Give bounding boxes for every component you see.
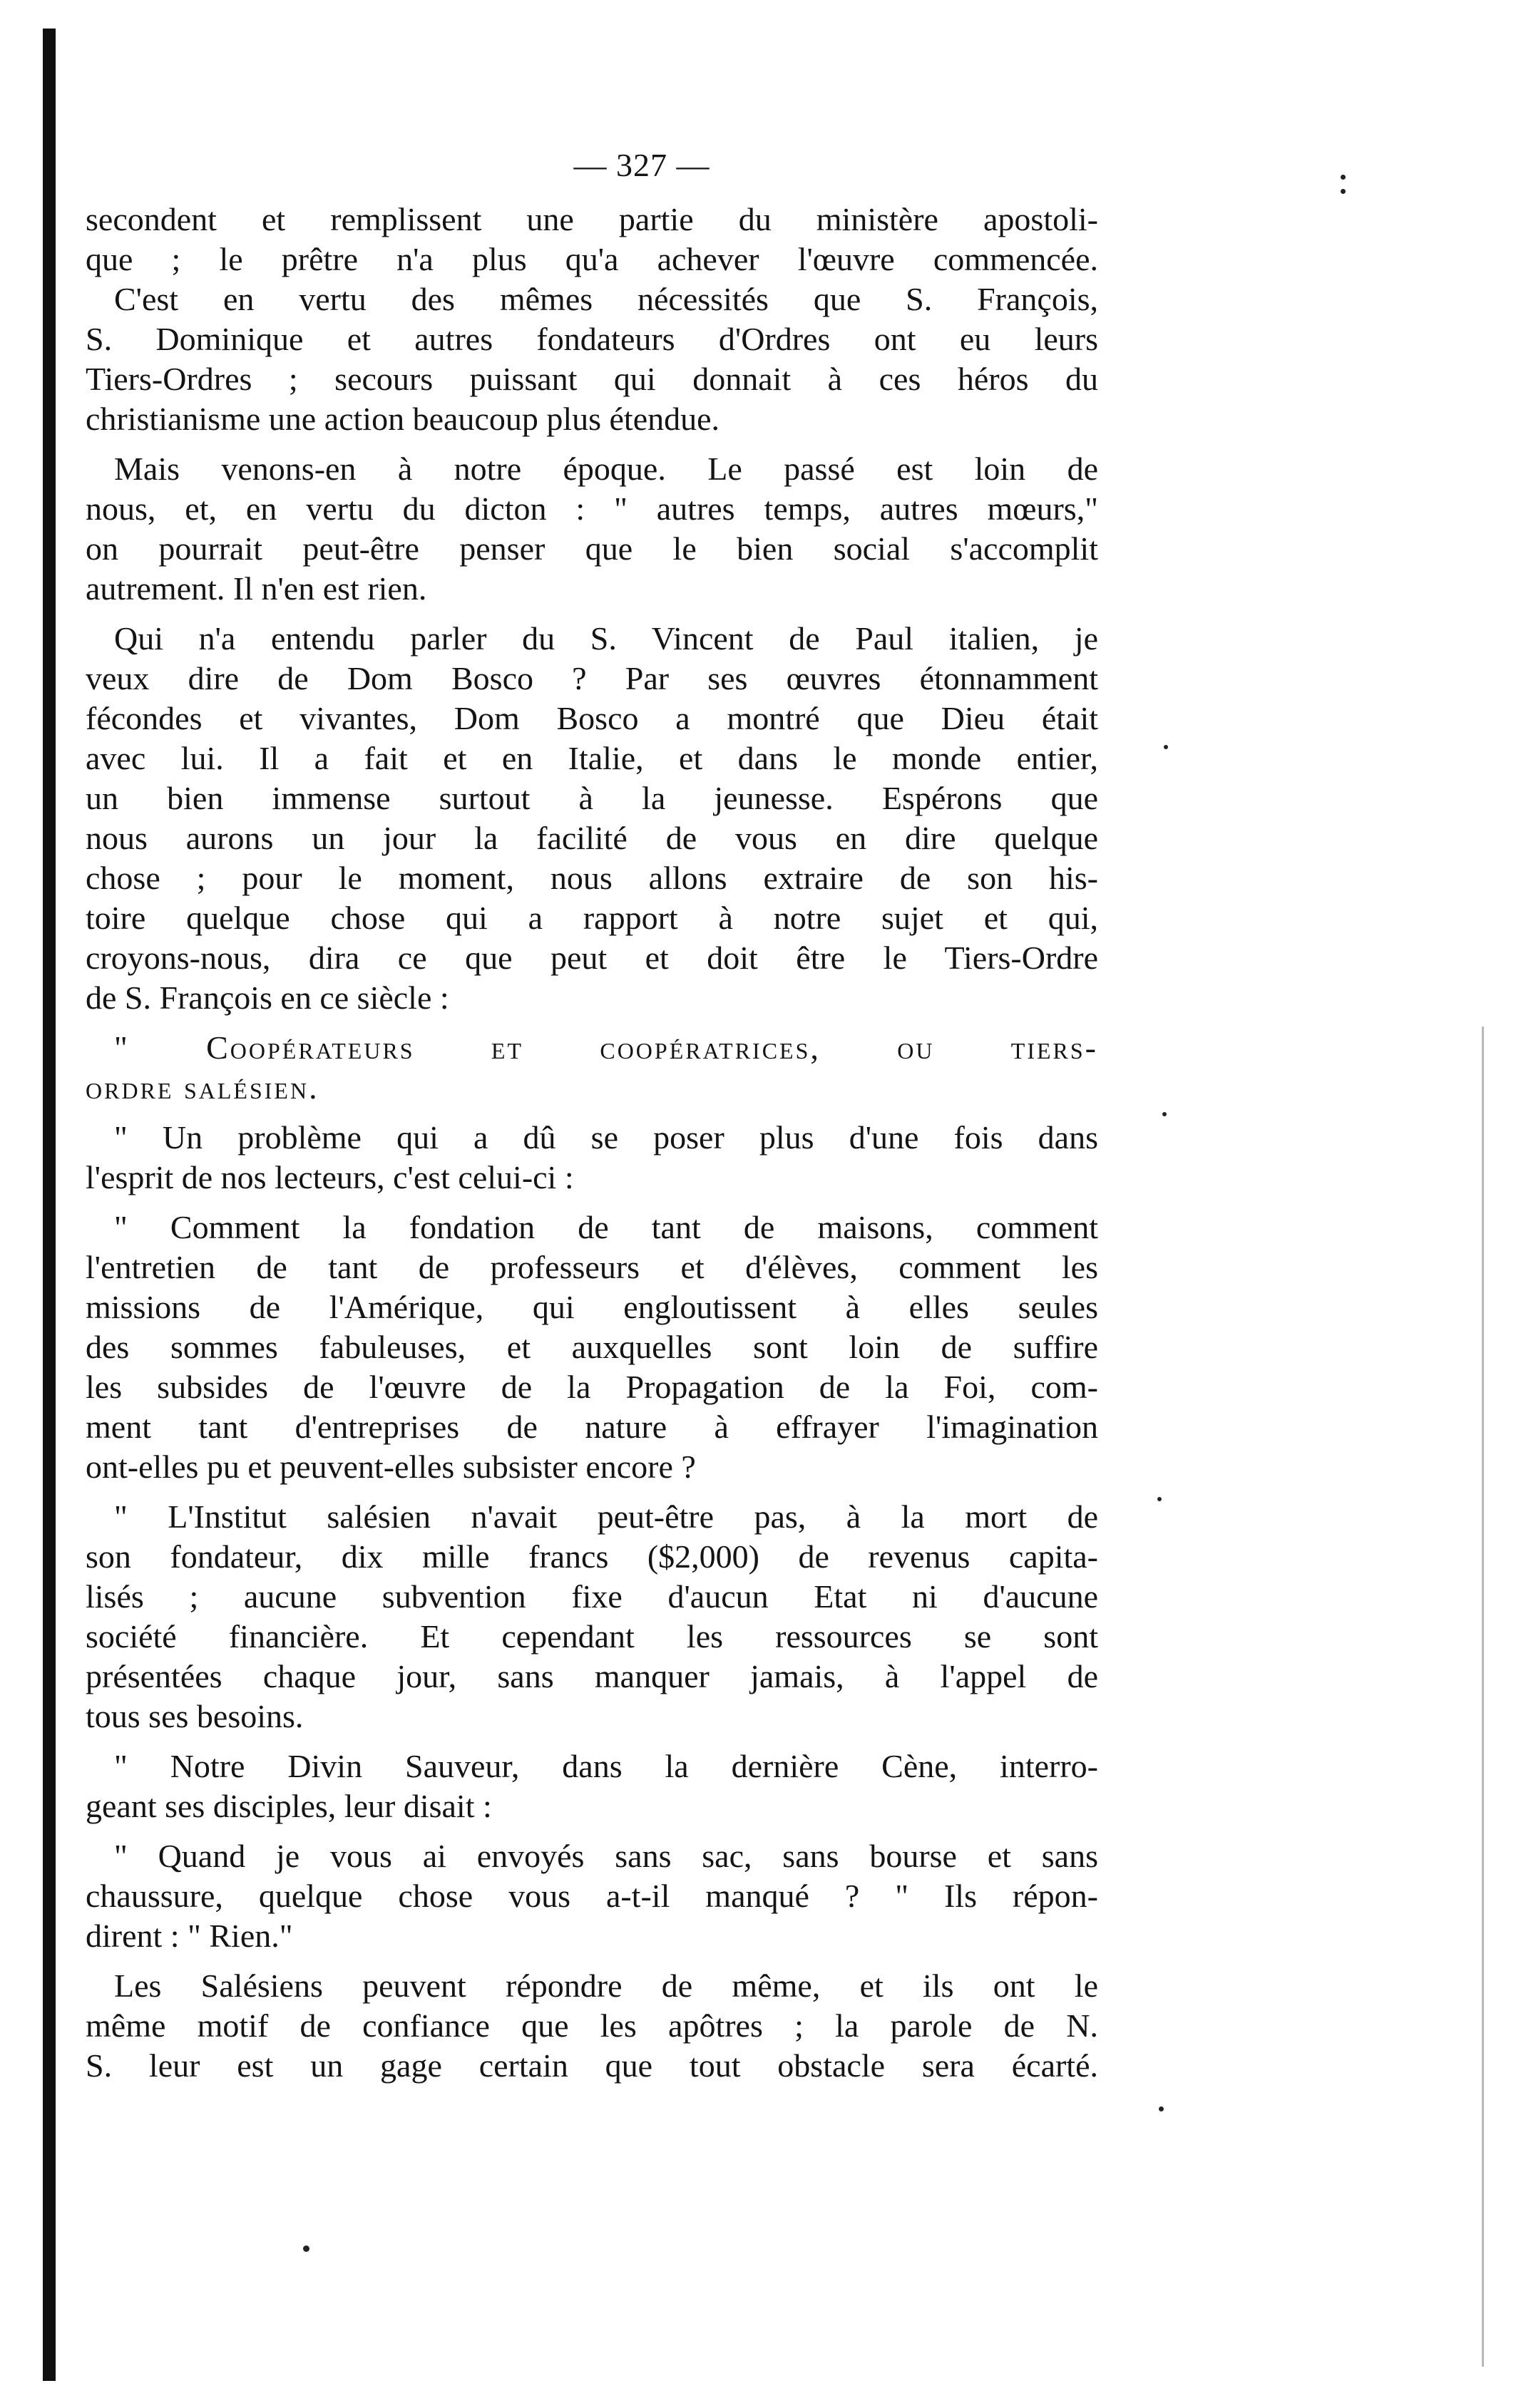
text-line: nous aurons un jour la facilité de vous en dire quelque (86, 820, 1098, 856)
text-line: C'est en vertu des mêmes nécessités que S. François, (114, 281, 1098, 317)
text-line: geant ses disciples, leur disait : (86, 1788, 492, 1824)
text-line: " Coopérateurs et coopératrices, ou tiers- (114, 1029, 1098, 1066)
text-line: " Comment la fondation de tant de maisons, comment (114, 1209, 1098, 1245)
text-line: chose ; pour le moment, nous allons extraire de son his- (86, 860, 1098, 896)
text-line: présentées chaque jour, sans manquer jamais, à l'appel de (86, 1658, 1098, 1694)
margin-rule (1482, 1027, 1484, 2367)
text-line: ment tant d'entreprises de nature à effrayer l'imagination (86, 1409, 1098, 1445)
scan-speck (1164, 745, 1168, 749)
text-line: Mais venons-en à notre époque. Le passé est loin de (114, 451, 1098, 487)
scan-speck (303, 2245, 309, 2252)
text-line: tous ses besoins. (86, 1698, 304, 1734)
scan-speck (1157, 1497, 1162, 1501)
text-line: ont-elles pu et peuvent-elles subsister encore ? (86, 1449, 696, 1485)
text-line: Qui n'a entendu parler du S. Vincent de Paul italien, je (114, 620, 1098, 657)
text-line: dirent : " Rien." (86, 1918, 293, 1954)
text-line: veux dire de Dom Bosco ? Par ses œuvres étonnamment (86, 660, 1098, 696)
text-line: avec lui. Il a fait et en Italie, et dans le monde entier, (86, 740, 1098, 776)
text-line: l'esprit de nos lecteurs, c'est celui-ci : (86, 1159, 574, 1195)
body-text (86, 200, 1098, 2086)
text-line: Tiers-Ordres ; secours puissant qui donnait à ces héros du (86, 361, 1098, 397)
text-line: christianisme une action beaucoup plus étendue. (86, 401, 720, 437)
text-line: de S. François en ce siècle : (86, 979, 449, 1016)
text-line: S. Dominique et autres fondateurs d'Ordres ont eu leurs (86, 321, 1098, 357)
text-line: " L'Institut salésien n'avait peut-être pas, à la mort de (114, 1498, 1098, 1535)
text-line: lisés ; aucune subvention fixe d'aucun Etat ni d'aucune (86, 1578, 1098, 1615)
text-line: " Notre Divin Sauveur, dans la dernière Cène, interro- (114, 1748, 1098, 1784)
text-line: nous, et, en vertu du dicton : " autres temps, autres mœurs," (86, 490, 1098, 527)
scan-speck (1341, 175, 1346, 180)
scan-speck (1162, 1112, 1167, 1116)
text-line: l'entretien de tant de professeurs et d'élèves, comment les (86, 1249, 1098, 1285)
scan-speck (1159, 2106, 1164, 2111)
text-line: un bien immense surtout à la jeunesse. Espérons que (86, 780, 1098, 816)
text-line: des sommes fabuleuses, et auxquelles sont loin de suffire (86, 1329, 1098, 1365)
text-line: que ; le prêtre n'a plus qu'a achever l'œuvre commencée. (86, 241, 1098, 277)
text-line: " Quand je vous ai envoyés sans sac, sans bourse et sans (114, 1838, 1098, 1874)
text-line: " Un problème qui a dû se poser plus d'une fois dans (114, 1119, 1098, 1156)
page-number: — 327 — (573, 147, 710, 183)
text-line: même motif de confiance que les apôtres ; la parole de N. (86, 2007, 1098, 2044)
text-line: son fondateur, dix mille francs ($2,000) de revenus capita- (86, 1538, 1098, 1575)
text-line: missions de l'Amérique, qui engloutissent à elles seules (86, 1289, 1098, 1325)
text-line: Les Salésiens peuvent répondre de même, et ils ont le (114, 1967, 1098, 2004)
text-line: société financière. Et cependant les ressources se sont (86, 1618, 1098, 1655)
text-line: chaussure, quelque chose vous a-t-il manqué ? " Ils répon- (86, 1878, 1098, 1914)
text-line: fécondes et vivantes, Dom Bosco a montré que Dieu était (86, 700, 1098, 736)
text-line: croyons-nous, dira ce que peut et doit être le Tiers-Ordre (86, 940, 1098, 976)
text-line: on pourrait peut-être penser que le bien social s'accomplit (86, 530, 1098, 567)
text-line: les subsides de l'œuvre de la Propagation de la Foi, com- (86, 1369, 1098, 1405)
text-line: ordre salésien. (86, 1069, 319, 1106)
text-line: secondent et remplissent une partie du ministère apostoli- (86, 201, 1098, 237)
binding-edge (43, 29, 56, 2381)
text-line: autrement. Il n'en est rien. (86, 570, 427, 607)
text-line: toire quelque chose qui a rapport à notre sujet et qui, (86, 900, 1098, 936)
text-line: S. leur est un gage certain que tout obstacle sera écarté. (86, 2047, 1098, 2084)
scan-speck (1341, 189, 1346, 194)
